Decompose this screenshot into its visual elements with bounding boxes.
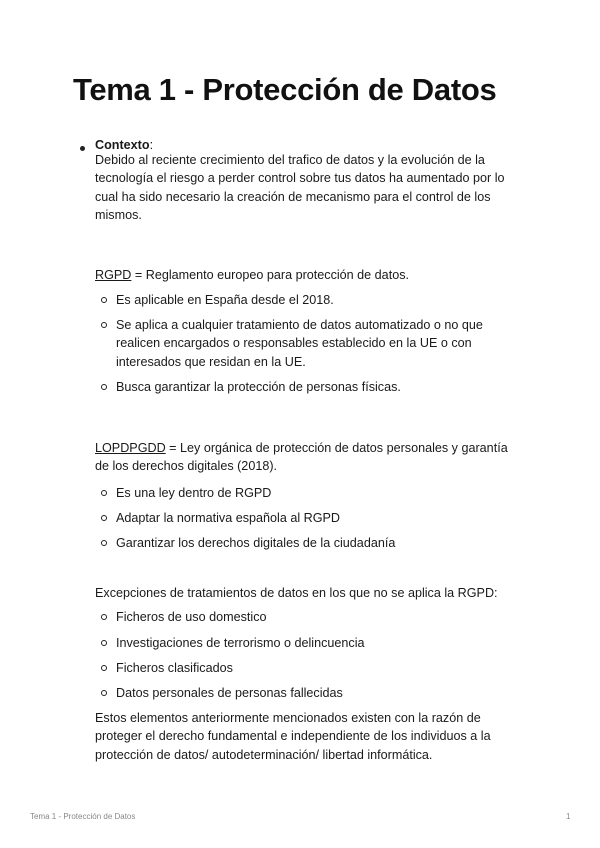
footer-title: Tema 1 - Protección de Datos [30,812,136,821]
excepciones-closing: Estos elementos anteriormente mencionados existen con la razón de proteger el derecho fundamental e independiente de los individuos a la protección de datos/ autodeterminación/ libertad informática. [95,711,491,762]
contexto-label: Contexto [95,138,150,152]
lopdpgdd-definition: LOPDPGDD = Ley orgánica de protección de datos personales y garantía de los derechos digitales (2018). [95,441,508,474]
lopdpgdd-item: Adaptar la normativa española al RGPD [116,511,341,525]
excepciones-item: Ficheros de uso domestico [116,610,267,624]
bullet-circle [101,640,107,646]
bullet-circle [101,490,107,496]
rgpd-term: RGPD [95,268,132,282]
rgpd-item: Busca garantizar la protección de personas físicas. [116,380,401,394]
excepciones-item: Investigaciones de terrorismo o delincuencia [116,636,365,650]
contexto-body: Debido al reciente crecimiento del trafico de datos y la evolución de la tecnología el riesgo a perder control sobre tus datos ha aumentado por lo cual ha sido necesario la creación de mecanismo para el control de los mismos. [95,153,505,223]
bullet-circle [101,384,107,390]
page-number: 1 [566,812,571,821]
bullet-circle [101,690,107,696]
contexto-heading: Contexto: [95,138,154,152]
rgpd-definition: RGPD = Reglamento europeo para protección de datos. [95,268,409,282]
bullet-circle [101,614,107,620]
bullet-disc [80,146,85,151]
rgpd-item: Se aplica a cualquier tratamiento de datos automatizado o no que realicen encargados o responsables establecido en la UE o con interesados que residan en la UE. [116,318,483,369]
bullet-circle [101,322,107,328]
excepciones-item: Ficheros clasificados [116,661,233,675]
page-title: Tema 1 - Protección de Datos [73,72,497,107]
excepciones-item: Datos personales de personas fallecidas [116,686,343,700]
excepciones-heading: Excepciones de tratamientos de datos en los que no se aplica la RGPD: [95,586,498,600]
bullet-circle [101,665,107,671]
lopdpgdd-term: LOPDPGDD [95,441,166,455]
lopdpgdd-item: Garantizar los derechos digitales de la ciudadanía [116,536,396,550]
rgpd-item: Es aplicable en España desde el 2018. [116,293,334,307]
bullet-circle [101,515,107,521]
lopdpgdd-item: Es una ley dentro de RGPD [116,486,272,500]
bullet-circle [101,297,107,303]
bullet-circle [101,540,107,546]
